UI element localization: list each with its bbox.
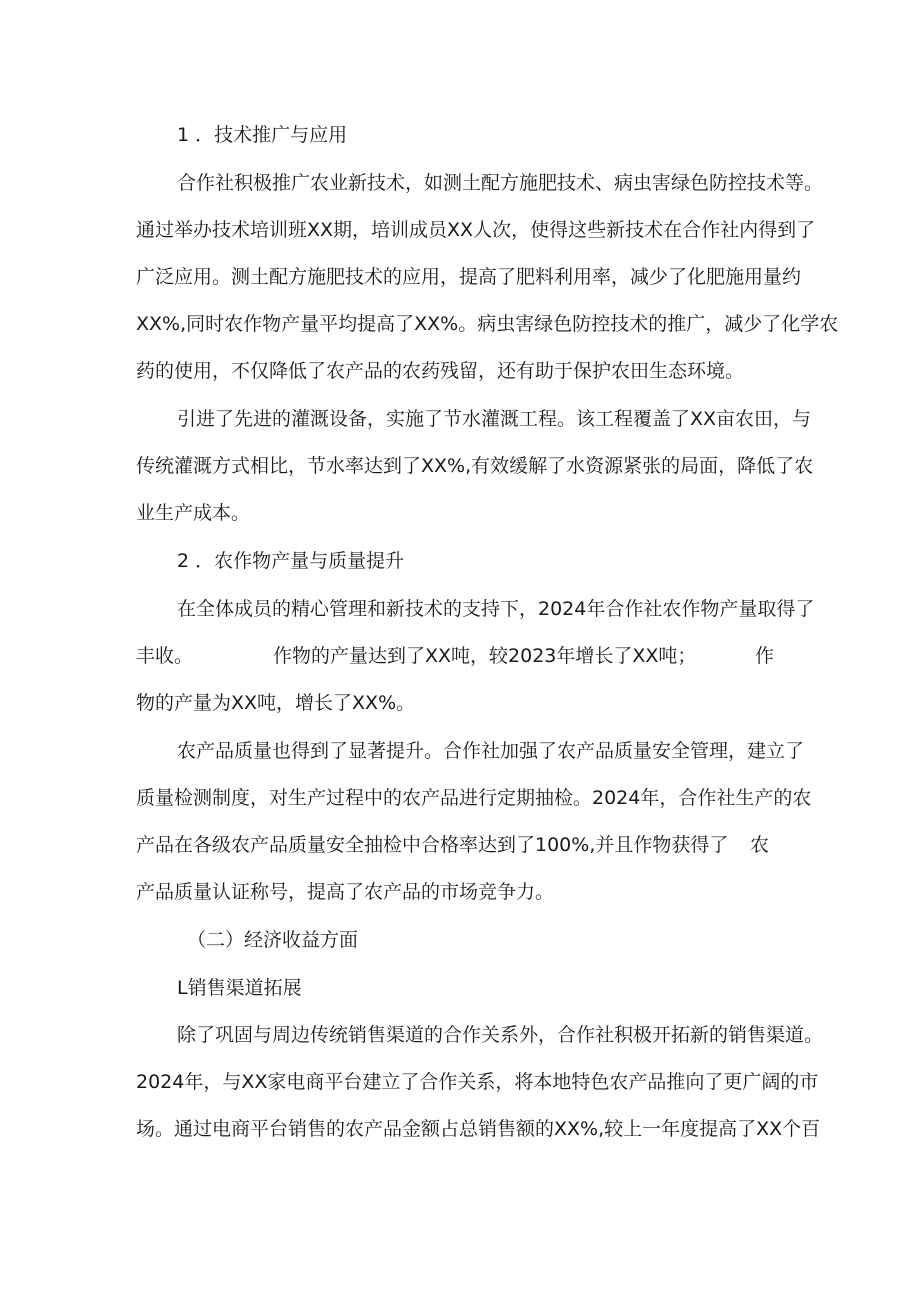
paragraph-line: 传统灌溉方式相比，节水率达到了XX%,有效缓解了水资源紧张的局面，降低了农: [136, 455, 814, 477]
paragraph-line: 合作社积极推广农业新技术，如测土配方施肥技术、病虫害绿色防控技术等。: [177, 172, 824, 194]
paragraph-line: 作物的产量达到了XX吨，较2023年增长了XX吨；: [273, 645, 697, 667]
paragraph-line: 产品在各级农产品质量安全抽检中合格率达到了100%,并且作物获得了: [136, 834, 729, 856]
paragraph-line: XX%,同时农作物产量平均提高了XX%。病虫害绿色防控技术的推广，减少了化学农: [136, 313, 839, 335]
paragraph-line: 作: [755, 645, 775, 667]
paragraph-line: 产品质量认证称号，提高了农产品的市场竞争力。: [136, 881, 555, 903]
section-heading-economic: （二）经济收益方面: [187, 929, 359, 951]
paragraph-line: 引进了先进的灌溉设备，实施了节水灌溉工程。该工程覆盖了XX亩农田，与: [177, 408, 812, 430]
paragraph-line: 场。通过电商平台销售的农产品金额占总销售额的XX%,较上一年度提高了XX个百: [136, 1118, 821, 1140]
paragraph-line: 广泛应用。测土配方施肥技术的应用，提高了肥料利用率，减少了化肥施用量约: [136, 266, 802, 288]
section-heading-tech: 1 ．技术推广与应用: [177, 124, 348, 146]
paragraph-line: 除了巩固与周边传统销售渠道的合作关系外，合作社积极开拓新的销售渠道。: [177, 1024, 824, 1046]
paragraph-line: 药的使用，不仅降低了农产品的农药残留，还有助于保护农田生态环境。: [136, 360, 745, 382]
paragraph-line: 农产品质量也得到了显著提升。合作社加强了农产品质量安全管理，建立了: [177, 740, 805, 762]
section-heading-sales: L销售渠道拓展: [177, 977, 302, 999]
paragraph-line: 丰收。: [136, 645, 194, 667]
paragraph-line: 农: [750, 834, 770, 856]
paragraph-line: 业生产成本。: [136, 502, 251, 524]
paragraph-line: 在全体成员的精心管理和新技术的支持下，2024年合作社农作物产量取得了: [177, 598, 815, 620]
paragraph-line: 2024年，与XX家电商平台建立了合作关系，将本地特色农产品推向了更广阔的市: [136, 1071, 819, 1093]
paragraph-line: 质量检测制度，对生产过程中的农产品进行定期抽检。2024年，合作社生产的农: [136, 787, 812, 809]
paragraph-line: 通过举办技术培训班XX期，培训成员XX人次，使得这些新技术在合作社内得到了: [136, 219, 816, 241]
paragraph-line: 物的产量为XX吨，增长了XX%。: [136, 692, 416, 714]
section-heading-yield: 2 ．农作物产量与质量提升: [177, 550, 405, 572]
